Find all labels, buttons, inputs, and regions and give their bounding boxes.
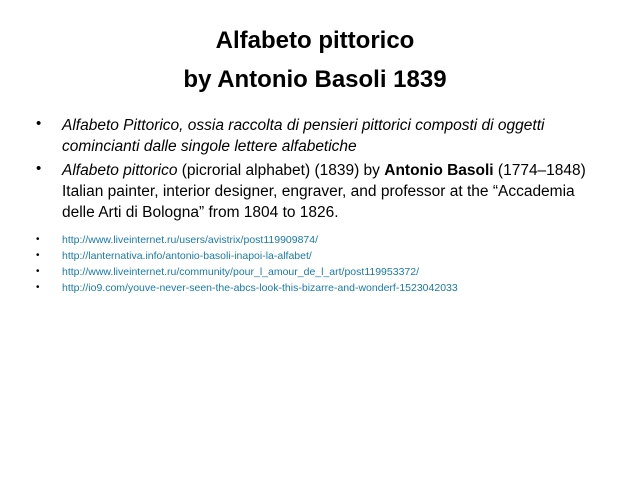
- slide-title: Alfabeto pittorico: [215, 27, 415, 54]
- slide-subtitle: by Antonio Basoli 1839: [183, 66, 447, 93]
- bullet-marker: •: [36, 160, 42, 177]
- link-url[interactable]: http://lanternativa.info/antonio-basoli-inapoi-la-alfabet/: [62, 250, 312, 262]
- bullet-italic-text: Alfabeto pittorico: [62, 162, 178, 179]
- bullet-plain-text: (picrorial alphabet) (1839) by: [177, 162, 385, 179]
- link-item-4: [36, 280, 616, 296]
- bullet-item-2: [36, 160, 606, 224]
- bullet-bold-text: Antonio Basoli: [384, 162, 494, 179]
- link-item-3: [36, 264, 616, 280]
- bullet-marker: •: [36, 250, 40, 261]
- bullet-line: [62, 160, 612, 181]
- bullet-text: [62, 160, 612, 223]
- bullet-item-1: [36, 115, 606, 159]
- bullet-text: [62, 115, 612, 157]
- link-url[interactable]: http://www.liveinternet.ru/community/pour_l_amour_de_l_art/post119953372/: [62, 266, 420, 278]
- bullet-marker: •: [36, 282, 40, 293]
- bullet-line: delle Arti di Bologna” from 1804 to 1826.: [62, 204, 339, 221]
- link-item-2: [36, 248, 616, 264]
- bullet-marker: •: [36, 266, 40, 277]
- link-item-1: [36, 232, 616, 248]
- bullet-line: Alfabeto Pittorico, ossia raccolta di pensieri pittorici composti di oggetti: [62, 117, 545, 134]
- bullet-plain-text: (1774–1848): [493, 162, 586, 179]
- link-url[interactable]: http://www.liveinternet.ru/users/avistrix/post119909874/: [62, 234, 319, 246]
- link-url[interactable]: http://io9.com/youve-never-seen-the-abcs-look-this-bizarre-and-wonderf-1523042033: [62, 282, 458, 294]
- bullet-marker: •: [36, 115, 42, 132]
- bullet-line: comincianti dalle singole lettere alfabetiche: [62, 138, 357, 155]
- bullet-line: Italian painter, interior designer, engraver, and professor at the “Accademia: [62, 183, 575, 200]
- bullet-marker: •: [36, 234, 40, 245]
